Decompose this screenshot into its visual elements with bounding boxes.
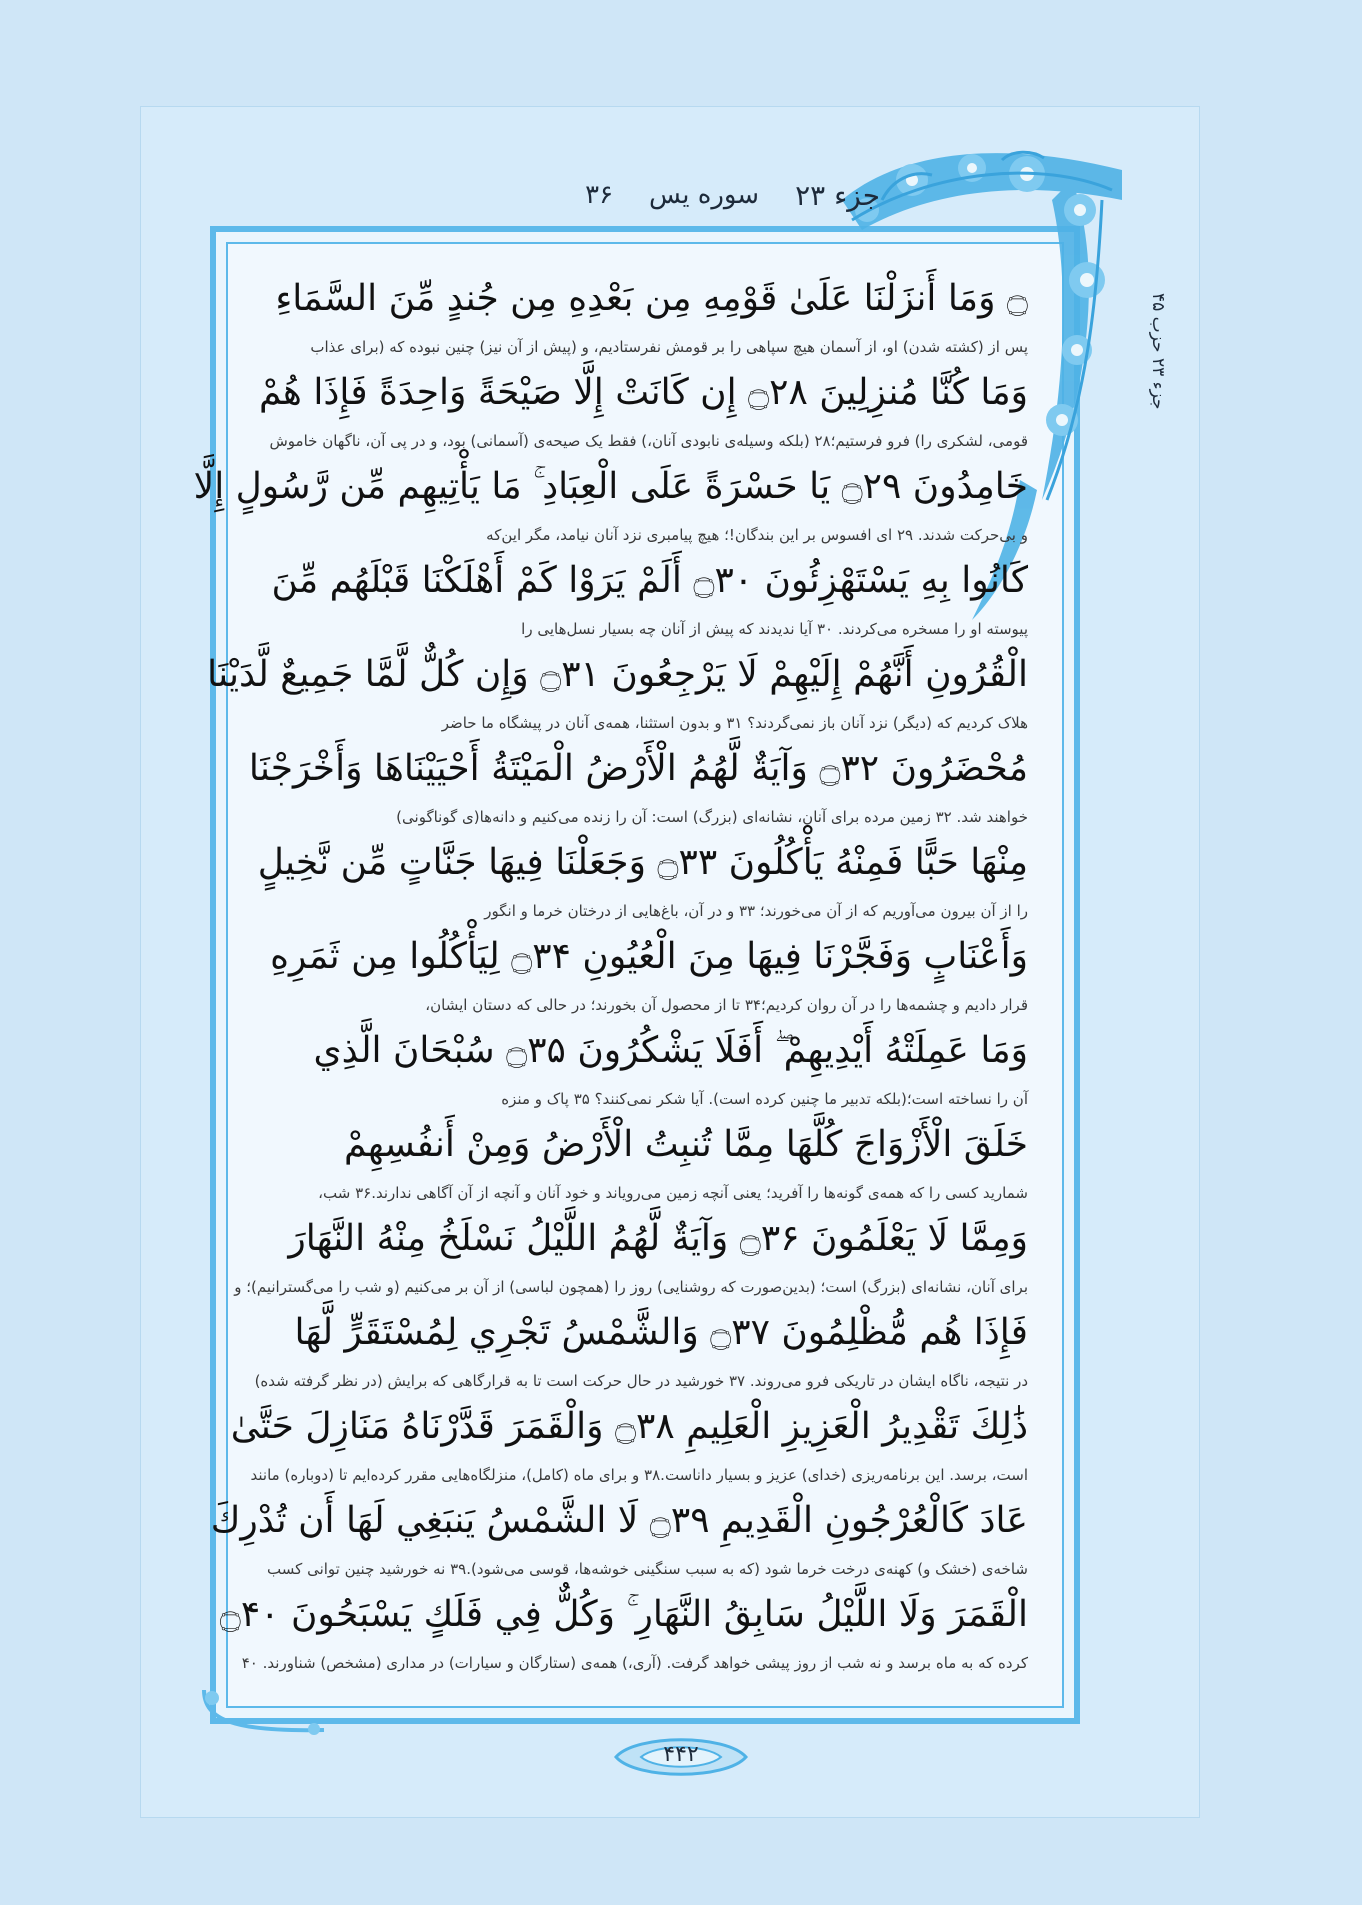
translation-line: شاخه‌ی (خشک و) کهنه‌ی درخت خرما شود (که به سبب سنگینی خوشه‌ها، قوسی می‌شود).۳۹ نه خورشید چنین توانی کسب — [267, 1560, 1028, 1578]
translation-line: را از آن بیرون می‌آوریم که از آن می‌خورند؛ ۳۳ و در آن، باغ‌هایی از درختان خرما و انگور — [484, 902, 1028, 920]
corner-flourish-icon — [194, 1680, 334, 1740]
page-header — [380, 170, 880, 220]
translation-line: قرار دادیم و چشمه‌ها را در آن روان کردیم؛۳۴ تا از محصول آن بخورند؛ در حالی که دستان ایشان، — [425, 996, 1028, 1014]
arabic-line: عَادَ كَالْعُرْجُونِ الْقَدِيمِ ۝۳۹ لَا الشَّمْسُ يَنبَغِي لَهَا أَن تُدْرِكَ — [210, 1500, 1028, 1541]
arabic-line: مِنْهَا حَبًّا فَمِنْهُ يَأْكُلُونَ ۝۳۳ وَجَعَلْنَا فِيهَا جَنَّاتٍ مِّن نَّخِيلٍ — [257, 842, 1028, 883]
page-number-badge — [606, 1734, 756, 1780]
arabic-line: خَامِدُونَ ۝۲۹ يَا حَسْرَةً عَلَى الْعِبَادِ ۚ مَا يَأْتِيهِم مِّن رَّسُولٍ إِلَّا — [193, 466, 1028, 507]
verse-row — [258, 834, 1028, 928]
verse-row — [254, 1304, 1028, 1398]
translation-line: است، برسد. این برنامه‌ریزی (خدای) عزیز و بسیار داناست.۳۸ و برای ماه (کامل)، منزلگاه‌هایی مقرر کرده‌ایم تا (دوباره) مانند — [250, 1466, 1028, 1484]
verse-row — [210, 1492, 1028, 1586]
arabic-line: وَأَعْنَابٍ وَفَجَّرْنَا فِيهَا مِنَ الْعُيُونِ ۝۳۴ لِيَأْكُلُوا مِن ثَمَرِهِ — [270, 936, 1028, 977]
arabic-line: ذَٰلِكَ تَقْدِيرُ الْعَزِيزِ الْعَلِيمِ ۝۳۸ وَالْقَمَرَ قَدَّرْنَاهُ مَنَازِلَ حَتَّىٰ — [230, 1406, 1028, 1447]
translation-line: کرده که به ماه برسد و نه شب از روز پیشی خواهد گرفت. (آری،) همه‌ی (ستارگان و سیارات) در مداری (مشخص) شناورند. ۴۰ — [241, 1654, 1028, 1672]
verse-row — [193, 458, 1028, 552]
verse-row — [258, 928, 1028, 1022]
arabic-line: الْقَمَرَ وَلَا اللَّيْلُ سَابِقُ النَّهَارِ ۚ وَكُلٌّ فِي فَلَكٍ يَسْبَحُونَ ۝۴۰ — [219, 1594, 1028, 1635]
hizb-marker: جزء ۲۳ حزب ۴۵ — [1148, 293, 1168, 410]
translation-line: پس از (کشته شدن) او، از آسمان هیچ سپاهی را بر قومش نفرستادیم، و (پیش از آن نیز) چنین نبوده که (برای عذاب — [310, 338, 1028, 356]
translation-line: برای آنان، نشانه‌ای (بزرگ) است؛ (بدین‌صورت که روشنایی) روز را (همچون لباسی) از آن بر می‌کنیم (و شب را می‌گسترانیم)؛ و — [234, 1278, 1028, 1296]
verse-lines — [193, 270, 1028, 1680]
translation-line: در نتیجه، ناگاه ایشان در تاریکی فرو می‌روند. ۳۷ خورشید در حال حرکت است تا به قرارگاهی که برایش (در نظر گرفته شده) — [254, 1372, 1028, 1390]
arabic-line: وَمَا عَمِلَتْهُ أَيْدِيهِمْ ۖ أَفَلَا يَشْكُرُونَ ۝۳۵ سُبْحَانَ الَّذِي — [313, 1030, 1028, 1071]
arabic-line: وَمَا كُنَّا مُنزِلِينَ ۝۲۸ إِن كَانَتْ إِلَّا صَيْحَةً وَاحِدَةً فَإِذَا هُمْ — [258, 372, 1028, 413]
verse-row — [258, 1116, 1028, 1210]
surah-number: ۳۶ — [585, 180, 614, 210]
verse-row — [258, 364, 1028, 458]
arabic-line: ۝ وَمَا أَنزَلْنَا عَلَىٰ قَوْمِهِ مِن بَعْدِهِ مِن جُندٍ مِّنَ السَّمَاءِ — [275, 278, 1028, 319]
verse-row — [258, 552, 1028, 646]
verse-row — [207, 646, 1028, 740]
verse-row — [258, 270, 1028, 364]
arabic-line: مُحْضَرُونَ ۝۳۲ وَآيَةٌ لَّهُمُ الْأَرْضُ الْمَيْتَةُ أَحْيَيْنَاهَا وَأَخْرَجْنَا — [248, 748, 1028, 789]
translation-line: هلاک کردیم که (دیگر) نزد آنان باز نمی‌گردند؟ ۳۱ و بدون استثنا، همه‌ی آنان در پیشگاه ما حاضر — [441, 714, 1028, 732]
arabic-line: فَإِذَا هُم مُّظْلِمُونَ ۝۳۷ وَالشَّمْسُ تَجْرِي لِمُسْتَقَرٍّ لَّهَا — [294, 1312, 1028, 1353]
arabic-line: الْقُرُونِ أَنَّهُمْ إِلَيْهِمْ لَا يَرْجِعُونَ ۝۳۱ وَإِن كُلٌّ لَّمَّا جَمِيعٌ لَّدَيْنَا — [207, 654, 1028, 695]
translation-line: شمارید کسی را که همه‌ی گونه‌ها را آفرید؛ یعنی آنچه زمین می‌رویاند و خود آنان و آنچه از آن آگاهی ندارند.۳۶ شب، — [318, 1184, 1028, 1202]
translation-line: آن را نساخته است؛(بلکه تدبیر ما چنین کرده است). آیا شکر نمی‌کنند؟ ۳۵ پاک و منزه — [501, 1090, 1028, 1108]
verse-row — [230, 1398, 1028, 1492]
verse-row — [219, 1586, 1028, 1680]
translation-line: خواهند شد. ۳۲ زمین مرده برای آنان، نشانه‌ای (بزرگ) است: آن را زنده می‌کنیم و دانه‌ها(ی گوناگونی) — [396, 808, 1028, 826]
arabic-line: كَانُوا بِهِ يَسْتَهْزِئُونَ ۝۳۰ أَلَمْ يَرَوْا كَمْ أَهْلَكْنَا قَبْلَهُم مِّنَ — [271, 560, 1028, 601]
juz-label: جزء ۲۳ — [795, 178, 880, 212]
translation-line: قومی، لشکری را) فرو فرستیم؛۲۸ (بلکه وسیله‌ی نابودی آنان،) فقط یک صیحه‌ی (آسمانی) بود، و در پی آن، ناگهان خاموش — [269, 432, 1028, 450]
page-number: ۴۴۲ — [663, 1742, 699, 1767]
verse-row — [248, 740, 1028, 834]
translation-line: پیوسته او را مسخره می‌کردند. ۳۰ آیا ندیدند که پیش از آنان چه بسیار نسل‌هایی را — [521, 620, 1028, 638]
surah-label: سوره یس — [649, 180, 760, 210]
verse-row — [258, 1022, 1028, 1116]
verse-row — [234, 1210, 1028, 1304]
arabic-line: وَمِمَّا لَا يَعْلَمُونَ ۝۳۶ وَآيَةٌ لَّهُمُ اللَّيْلُ نَسْلَخُ مِنْهُ النَّهَارَ — [288, 1218, 1028, 1259]
arabic-line: خَلَقَ الْأَزْوَاجَ كُلَّهَا مِمَّا تُنبِتُ الْأَرْضُ وَمِنْ أَنفُسِهِمْ — [343, 1124, 1028, 1165]
translation-line: و بی‌حرکت شدند. ۲۹ ای افسوس بر این بندگان!؛ هیچ پیامبری نزد آنان نیامد، مگر این‌که — [486, 526, 1028, 544]
